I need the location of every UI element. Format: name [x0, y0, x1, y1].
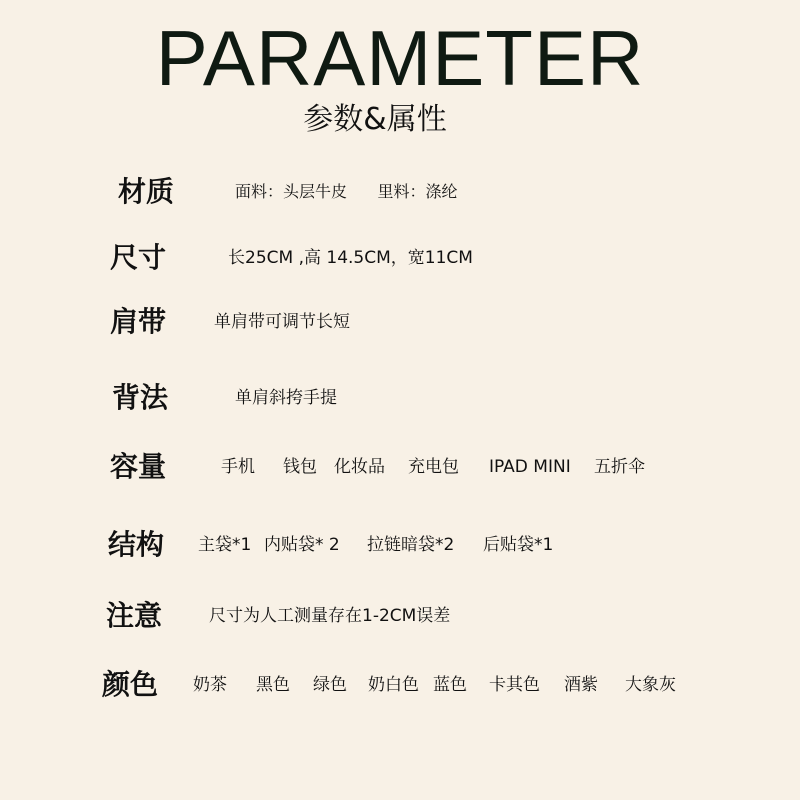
color-item: 黑色 [256, 675, 290, 695]
color-item: 奶白色 [368, 675, 419, 695]
structure-item: 拉链暗袋*2 [367, 535, 455, 555]
param-label: 尺寸 [110, 241, 167, 274]
capacity-item: 化妆品 [334, 457, 385, 477]
param-row-capacity [0, 447, 800, 487]
param-value: 单肩带可调节长短 [214, 312, 350, 332]
param-value: 面料：头层牛皮 里料：涤纶 [235, 182, 458, 201]
param-label: 颜色 [102, 668, 159, 701]
param-label: 背法 [112, 381, 169, 414]
capacity-item: IPAD MINI [489, 457, 571, 477]
param-value: 长25CM ,高 14.5CM，宽11CM [228, 248, 473, 268]
structure-item: 主袋*1 [198, 535, 252, 555]
param-row-size [0, 238, 800, 278]
page-subtitle: 参数&属性 [303, 102, 447, 137]
capacity-item: 钱包 [283, 457, 317, 477]
param-label: 结构 [108, 528, 165, 561]
param-row-note [0, 596, 800, 636]
param-row-carry [0, 378, 800, 418]
capacity-item: 五折伞 [594, 457, 645, 477]
capacity-item: 充电包 [408, 457, 459, 477]
param-row-strap [0, 302, 800, 342]
param-value: 尺寸为人工测量存在1-2CM误差 [209, 606, 451, 626]
param-value: 单肩斜挎手提 [235, 388, 337, 408]
capacity-item: 手机 [221, 457, 255, 477]
param-row-material [0, 172, 800, 212]
color-item: 卡其色 [489, 675, 540, 695]
param-row-structure [0, 525, 800, 565]
structure-item: 后贴袋*1 [483, 535, 554, 555]
color-item: 奶茶 [193, 675, 227, 695]
param-row-colors [0, 665, 800, 705]
param-label: 材质 [118, 175, 175, 208]
color-item: 蓝色 [433, 675, 467, 695]
param-label: 注意 [106, 599, 163, 632]
param-label: 容量 [110, 450, 167, 483]
param-label: 肩带 [110, 305, 167, 338]
color-item: 大象灰 [625, 675, 676, 695]
color-item: 绿色 [313, 675, 347, 695]
structure-item: 内贴袋* 2 [264, 535, 340, 555]
page-title: PARAMETER [155, 14, 645, 102]
color-item: 酒紫 [564, 675, 598, 695]
